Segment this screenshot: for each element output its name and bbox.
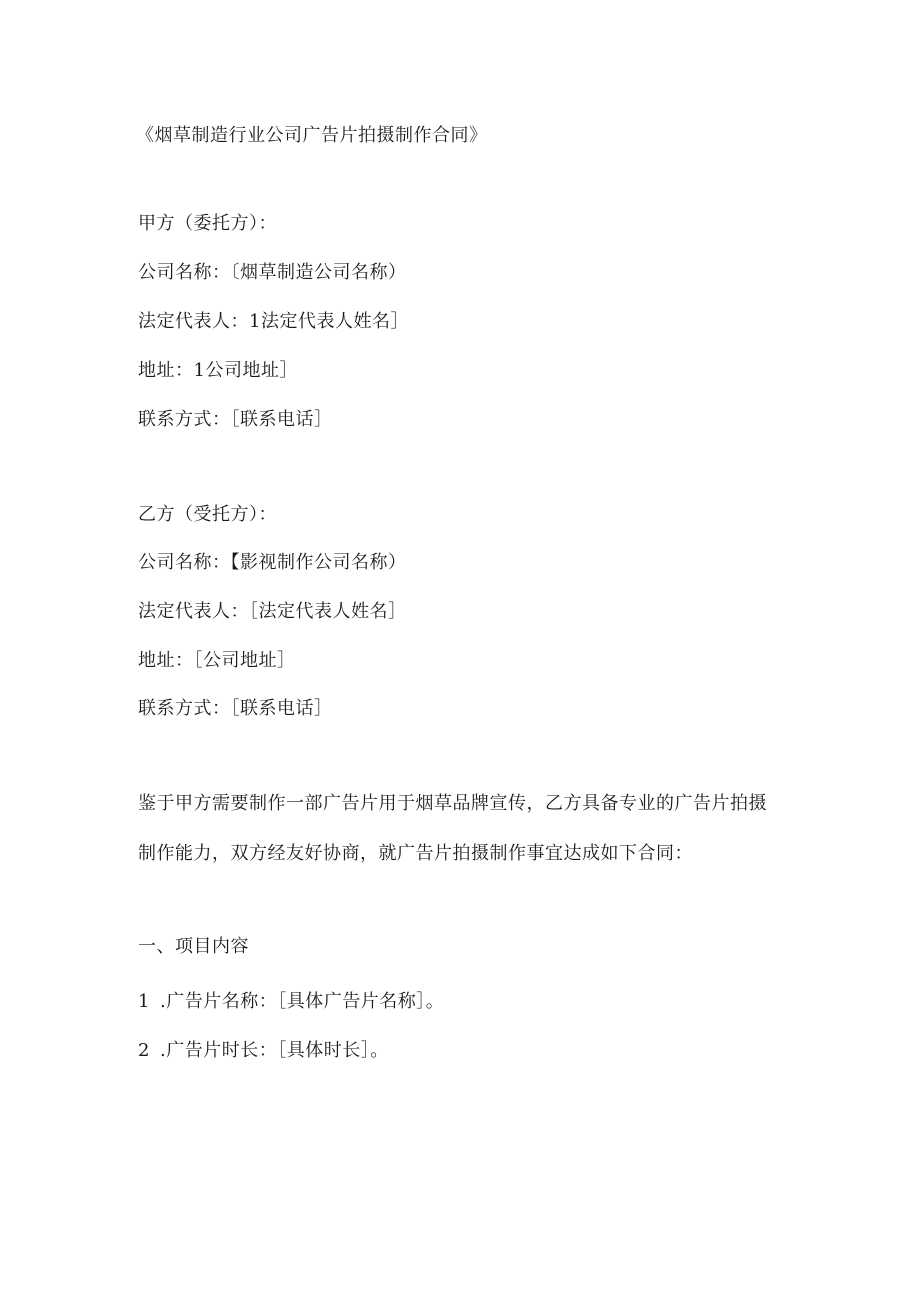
party-a-address: 地址：1公司地址］ [138,360,298,381]
party-a-company: 公司名称：〔烟草制造公司名称） [138,262,407,283]
section-1-heading: 一、项目内容 [138,936,249,957]
party-b-company: 公司名称：【影视制作公司名称） [138,552,407,573]
party-a-contact: 联系方式：［联系电话］ [138,409,333,430]
list-item-number: 1 [138,991,150,1012]
list-item [138,990,444,1014]
list-item-text: .广告片时长：［具体时长］。 [160,1040,389,1061]
party-a-heading: 甲方（委托方）： [138,213,277,234]
list-item-text: .广告片名称：［具体广告片名称］。 [160,991,445,1012]
party-b-representative: 法定代表人：［法定代表人姓名］ [138,601,407,622]
list-item-number: 2 [138,1040,150,1061]
preamble-line-2: 制作能力，双方经友好协商，就广告片拍摄制作事宜达成如下合同： [138,843,693,864]
party-a-representative: 法定代表人：1法定代表人姓名］ [138,311,409,332]
list-item [138,1039,389,1063]
party-b-heading: 乙方（受托方）： [138,504,277,525]
party-b-contact: 联系方式：［联系电话］ [138,698,333,719]
preamble-line-1: 鉴于甲方需要制作一部广告片用于烟草品牌宣传，乙方具备专业的广告片拍摄 [138,793,767,814]
party-b-address: 地址：［公司地址］ [138,650,296,671]
contract-title: 《烟草制造行业公司广告片拍摄制作合同》 [136,125,488,146]
